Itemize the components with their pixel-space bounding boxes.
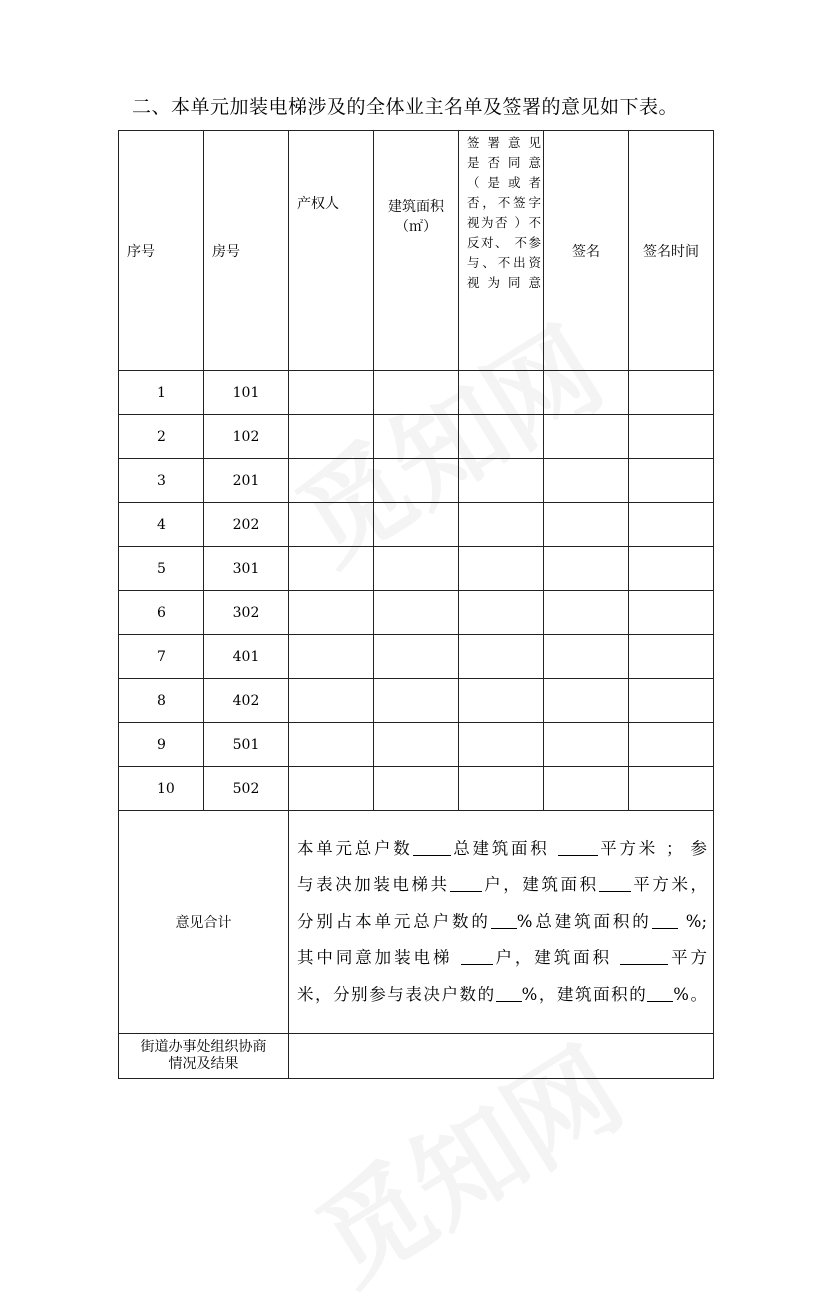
summary-text-segment: %总建筑面积的 [516, 911, 652, 931]
header-area-line1: 建筑面积 [388, 199, 444, 215]
cell-sign-time[interactable] [629, 723, 714, 767]
table-row [119, 635, 714, 679]
cell-area[interactable] [374, 459, 459, 503]
cell-signature[interactable] [544, 503, 629, 547]
blank-household-percent[interactable] [491, 911, 517, 929]
cell-opinion[interactable] [459, 723, 544, 767]
cell-seq: 10 [119, 767, 204, 811]
table-row [119, 459, 714, 503]
summary-text-segment: 分别占本单元总户数的 [297, 911, 491, 931]
summary-row [119, 811, 714, 1034]
blank-area-percent[interactable] [652, 911, 678, 929]
cell-room: 301 [204, 547, 289, 591]
summary-text-segment: %，建筑面积的 [521, 984, 648, 1004]
cell-signature[interactable] [544, 723, 629, 767]
cell-seq: 4 [119, 503, 204, 547]
blank-total-households[interactable] [413, 838, 451, 856]
cell-sign-time[interactable] [629, 415, 714, 459]
cell-room: 202 [204, 503, 289, 547]
cell-area[interactable] [374, 371, 459, 415]
cell-signature[interactable] [544, 459, 629, 503]
cell-signature[interactable] [544, 415, 629, 459]
header-opinion-line: 否，不签字 [467, 195, 541, 210]
summary-text-segment: 米，分别参与表决户数的 [297, 984, 496, 1004]
cell-opinion[interactable] [459, 635, 544, 679]
table-row [119, 415, 714, 459]
summary-text-segment: %。 [673, 984, 707, 1004]
table-row [119, 679, 714, 723]
cell-signature[interactable] [544, 591, 629, 635]
header-opinion-line: 视为否 ）不 [467, 215, 541, 230]
cell-sign-time[interactable] [629, 767, 714, 811]
header-seq: 序号 [119, 131, 204, 371]
header-opinion-line: 反对、 不参 [467, 235, 541, 250]
blank-voting-area[interactable] [599, 875, 631, 893]
street-office-label-line2: 情况及结果 [168, 1056, 239, 1072]
summary-line-3 [297, 904, 707, 941]
cell-opinion[interactable] [459, 503, 544, 547]
table-row [119, 503, 714, 547]
cell-seq: 3 [119, 459, 204, 503]
cell-opinion[interactable] [459, 547, 544, 591]
cell-sign-time[interactable] [629, 503, 714, 547]
summary-text-segment: 本单元总户数 [297, 838, 413, 858]
header-signature: 签名 [544, 131, 629, 371]
cell-seq: 8 [119, 679, 204, 723]
cell-signature[interactable] [544, 547, 629, 591]
cell-room: 201 [204, 459, 289, 503]
cell-room: 401 [204, 635, 289, 679]
cell-owner[interactable] [289, 723, 374, 767]
header-area-line2: （㎡） [395, 219, 437, 235]
cell-sign-time[interactable] [629, 371, 714, 415]
summary-text-segment: 户，建筑面积 [481, 875, 599, 895]
cell-room: 102 [204, 415, 289, 459]
summary-label: 意见合计 [119, 811, 289, 1034]
cell-sign-time[interactable] [629, 635, 714, 679]
summary-line-4 [297, 940, 707, 977]
cell-room: 502 [204, 767, 289, 811]
cell-owner[interactable] [289, 415, 374, 459]
cell-seq: 6 [119, 591, 204, 635]
header-opinion-line: （ 是 或 者 [467, 175, 541, 190]
cell-sign-time[interactable] [629, 591, 714, 635]
cell-opinion[interactable] [459, 679, 544, 723]
header-opinion-line: 与、不出资 [467, 255, 541, 270]
cell-owner[interactable] [289, 547, 374, 591]
cell-owner[interactable] [289, 591, 374, 635]
cell-owner[interactable] [289, 635, 374, 679]
street-office-label-line1: 街道办事处组织协商 [140, 1039, 267, 1055]
cell-signature[interactable] [544, 635, 629, 679]
summary-text-segment: 户，建筑面积 [492, 948, 621, 968]
cell-room: 302 [204, 591, 289, 635]
cell-area[interactable] [374, 503, 459, 547]
cell-signature[interactable] [544, 679, 629, 723]
cell-room: 101 [204, 371, 289, 415]
cell-area[interactable] [374, 591, 459, 635]
header-area [374, 131, 459, 371]
blank-agree-households[interactable] [461, 948, 493, 966]
street-office-result-cell[interactable] [289, 1034, 714, 1079]
cell-opinion[interactable] [459, 459, 544, 503]
cell-owner[interactable] [289, 371, 374, 415]
summary-text-segment: 平方 [668, 948, 708, 968]
header-sign-time: 签名时间 [629, 131, 714, 371]
cell-seq: 7 [119, 635, 204, 679]
summary-text-segment: 平方米 ； 参 [597, 838, 707, 858]
cell-opinion[interactable] [459, 767, 544, 811]
cell-area[interactable] [374, 767, 459, 811]
street-office-row [119, 1034, 714, 1079]
cell-owner[interactable] [289, 767, 374, 811]
cell-opinion[interactable] [459, 591, 544, 635]
cell-area[interactable] [374, 723, 459, 767]
summary-line-2 [297, 867, 707, 904]
header-opinion-line: 是 否 同 意 [467, 155, 541, 170]
cell-area[interactable] [374, 415, 459, 459]
cell-signature[interactable] [544, 371, 629, 415]
street-office-label [119, 1034, 289, 1079]
cell-seq: 2 [119, 415, 204, 459]
header-room: 房号 [204, 131, 289, 371]
page-heading: 二、本单元加装电梯涉及的全体业主名单及签署的意见如下表。 [132, 96, 679, 118]
summary-text [289, 811, 714, 1034]
cell-sign-time[interactable] [629, 547, 714, 591]
blank-total-area[interactable] [558, 838, 598, 856]
cell-opinion[interactable] [459, 371, 544, 415]
cell-sign-time[interactable] [629, 459, 714, 503]
table-row [119, 767, 714, 811]
blank-agree-household-percent[interactable] [496, 984, 522, 1002]
cell-area[interactable] [374, 547, 459, 591]
cell-seq: 1 [119, 371, 204, 415]
cell-owner[interactable] [289, 459, 374, 503]
cell-opinion[interactable] [459, 415, 544, 459]
table-row [119, 723, 714, 767]
cell-room: 501 [204, 723, 289, 767]
cell-owner[interactable] [289, 503, 374, 547]
blank-agree-area[interactable] [620, 948, 668, 966]
header-opinion-line: 签 署 意 见 [467, 135, 541, 150]
table-row [119, 591, 714, 635]
blank-voting-households[interactable] [450, 875, 482, 893]
cell-sign-time[interactable] [629, 679, 714, 723]
cell-room: 402 [204, 679, 289, 723]
summary-text-segment: 与表决加装电梯共 [297, 875, 450, 895]
cell-seq: 9 [119, 723, 204, 767]
cell-area[interactable] [374, 679, 459, 723]
cell-seq: 5 [119, 547, 204, 591]
summary-line-1 [297, 831, 707, 868]
blank-agree-area-percent[interactable] [647, 984, 673, 1002]
header-owner: 产权人 [289, 131, 374, 371]
summary-text-segment: 平方米， [630, 875, 708, 895]
cell-signature[interactable] [544, 767, 629, 811]
summary-line-5 [297, 977, 707, 1014]
owner-signature-table [118, 130, 714, 1079]
header-opinion [459, 131, 544, 371]
summary-text-segment: 总建筑面积 [450, 838, 550, 858]
summary-text-segment: 其中同意加装电梯 [297, 948, 461, 968]
cell-owner[interactable] [289, 679, 374, 723]
table-row [119, 371, 714, 415]
cell-area[interactable] [374, 635, 459, 679]
summary-text-segment: %; [677, 911, 708, 931]
table-row [119, 547, 714, 591]
header-row [119, 131, 714, 371]
header-opinion-line: 视为同意 [467, 275, 541, 290]
